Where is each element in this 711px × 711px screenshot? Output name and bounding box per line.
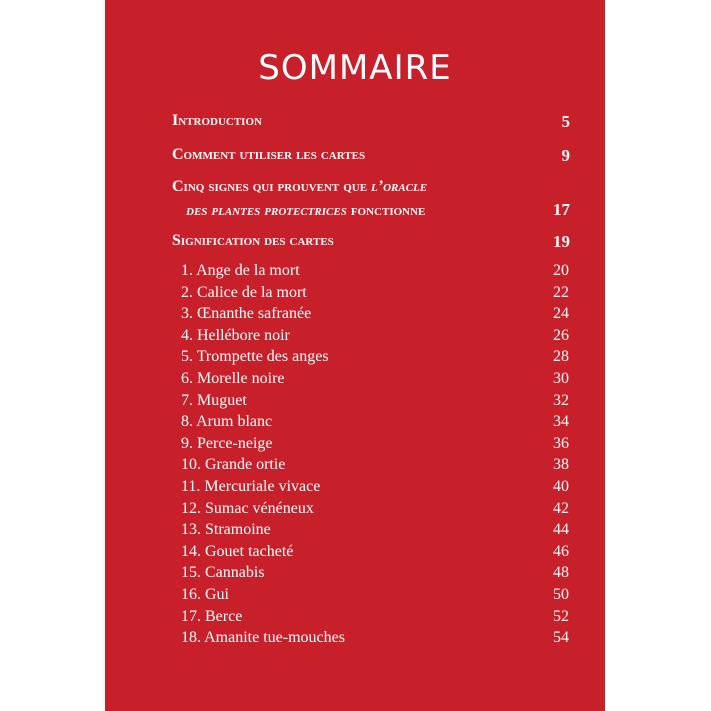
card-page: 54: [553, 629, 569, 647]
card-list: [181, 262, 569, 651]
card-name: Sumac vénéneux: [205, 499, 314, 517]
card-number: 17.: [181, 607, 201, 625]
card-page: 44: [553, 521, 569, 539]
card-name: Gouet tacheté: [205, 542, 294, 560]
card-name: Œnanthe safranée: [197, 305, 312, 323]
toc-entry-label-part2: fonctionne: [346, 202, 426, 219]
toc-entry-label: Signification des cartes: [172, 232, 334, 249]
card-list-item[interactable]: [181, 456, 569, 478]
card-list-item[interactable]: [181, 327, 569, 349]
card-number: 5.: [181, 348, 193, 366]
card-page: 22: [553, 283, 569, 301]
card-name: Morelle noire: [197, 369, 285, 387]
card-page: 38: [553, 456, 569, 474]
toc-entry-page: 19: [553, 232, 570, 251]
card-page: 40: [553, 477, 569, 495]
card-number: 18.: [181, 629, 201, 647]
card-number: 14.: [181, 542, 201, 560]
toc-entry-label-part1: Cinq signes qui prouvent que: [172, 178, 372, 195]
card-list-item[interactable]: [181, 564, 569, 586]
card-number: 4.: [181, 326, 193, 344]
toc-entry-page: 9: [561, 146, 570, 165]
card-name: Mercuriale vivace: [204, 477, 321, 495]
card-list-item[interactable]: [181, 348, 569, 370]
card-name: Berce: [205, 607, 243, 625]
card-page: 30: [553, 369, 569, 387]
card-name: Arum blanc: [196, 413, 273, 431]
card-page: 32: [553, 391, 569, 409]
card-name: Grande ortie: [205, 456, 286, 474]
card-name: Amanite tue-mouches: [204, 629, 345, 647]
card-list-item[interactable]: [181, 629, 569, 651]
card-number: 9.: [181, 434, 193, 452]
toc-entry-page: 17: [553, 200, 570, 219]
card-list-item[interactable]: [181, 370, 569, 392]
card-number: 2.: [181, 283, 193, 301]
card-list-item[interactable]: [181, 392, 569, 414]
card-name: Muguet: [197, 391, 247, 409]
card-name: Gui: [205, 585, 229, 603]
toc-entry-five-signs[interactable]: [172, 178, 570, 220]
card-name: Hellébore noir: [197, 326, 290, 344]
card-page: 26: [553, 326, 569, 344]
card-number: 11.: [181, 477, 201, 495]
card-list-item[interactable]: [181, 262, 569, 284]
card-number: 10.: [181, 456, 201, 474]
card-number: 3.: [181, 305, 193, 323]
card-page: 36: [553, 434, 569, 452]
card-list-item[interactable]: [181, 543, 569, 565]
card-page: 48: [553, 564, 569, 582]
toc-entry-label: Comment utiliser les cartes: [172, 146, 366, 163]
toc-entry-italic-title-2: des plantes protectrices: [186, 202, 347, 219]
card-list-item[interactable]: [181, 305, 569, 327]
toc-entry-card-meanings[interactable]: [172, 232, 570, 250]
card-list-item[interactable]: [181, 608, 569, 630]
card-page: 34: [553, 413, 569, 431]
card-name: Calice de la mort: [197, 283, 307, 301]
card-page: 46: [553, 542, 569, 560]
card-page: 42: [553, 499, 569, 517]
card-page: 50: [553, 585, 569, 603]
toc-entry-line2: [172, 202, 570, 220]
card-list-item[interactable]: [181, 586, 569, 608]
card-number: 8.: [181, 413, 193, 431]
card-name: Stramoine: [205, 521, 271, 539]
card-number: 6.: [181, 369, 193, 387]
toc-entry-italic-title-1: l’oracle: [371, 178, 428, 195]
card-name: Trompette des anges: [196, 348, 329, 366]
card-page: 24: [553, 305, 569, 323]
card-number: 16.: [181, 585, 201, 603]
card-list-item[interactable]: [181, 284, 569, 306]
card-list-item[interactable]: [181, 478, 569, 500]
page-title: SOMMAIRE: [258, 48, 452, 88]
card-number: 12.: [181, 499, 201, 517]
card-list-item[interactable]: [181, 521, 569, 543]
card-name: Perce-neige: [197, 434, 273, 452]
card-name: Ange de la mort: [196, 262, 300, 279]
card-number: 15.: [181, 564, 201, 582]
card-list-item[interactable]: [181, 413, 569, 435]
card-number: 13.: [181, 521, 201, 539]
toc-entry-page: 5: [561, 112, 570, 131]
card-page: 52: [553, 607, 569, 625]
toc-entry-label: Introduction: [172, 112, 262, 129]
card-number: 7.: [181, 391, 193, 409]
toc-entry-usage[interactable]: [172, 146, 570, 164]
toc-entry-introduction[interactable]: [172, 112, 570, 130]
card-list-item[interactable]: [181, 435, 569, 457]
contents-page: [105, 0, 605, 711]
card-number: 1.: [181, 262, 193, 279]
card-name: Cannabis: [205, 564, 265, 582]
card-page: 28: [553, 348, 569, 366]
card-page: 20: [553, 262, 569, 279]
card-list-item[interactable]: [181, 500, 569, 522]
